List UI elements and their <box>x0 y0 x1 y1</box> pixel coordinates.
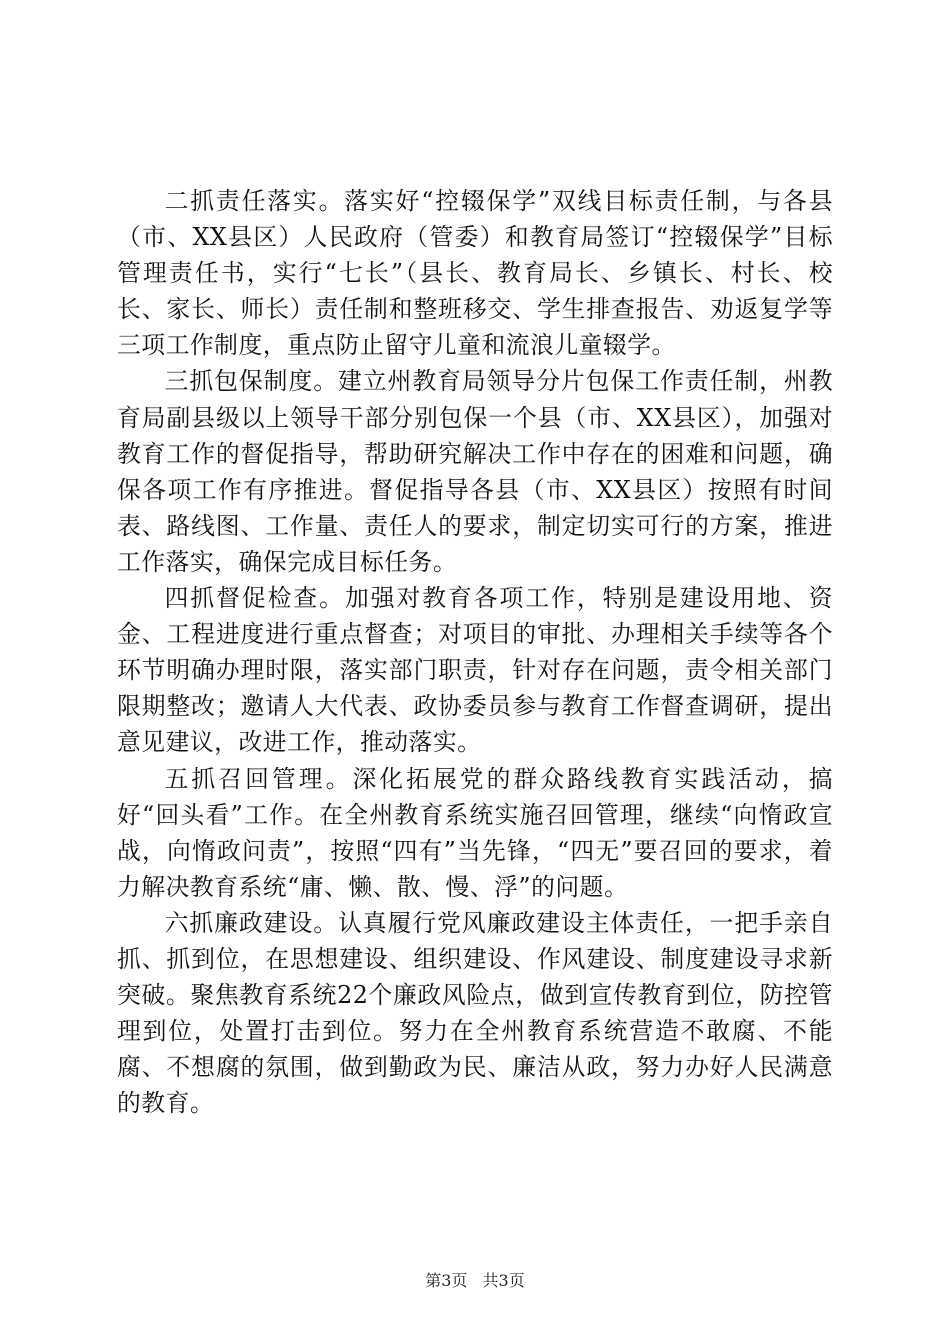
paragraph-recall-management: 五抓召回管理。深化拓展党的群众路线教育实践活动，搞好“回头看”工作。在全州教育系统实施召回管理，继续“向惰政宣战，向惰政问责”，按照“四有”当先锋，“四无”要召回的要求，着力解决教育系统“庸、懒、散、慢、浮”的问题。 <box>117 764 833 901</box>
page-total: 共3页 <box>482 1271 525 1290</box>
page-footer <box>0 1271 950 1291</box>
document-body <box>117 183 833 1121</box>
paragraph-supervision: 四抓督促检查。加强对教育各项工作，特别是建设用地、资金、工程进度进行重点督查；对项目的审批、办理相关手续等各个环节明确办理时限，落实部门职责，针对存在问题，责令相关部门限期整改；邀请人大代表、政协委员参与教育工作督查调研，提出意见建议，改进工作，推动落实。 <box>117 584 833 757</box>
paragraph-integrity-building: 六抓廉政建设。认真履行党风廉政建设主体责任，一把手亲自抓、抓到位，在思想建设、组织建设、作风建设、制度建设寻求新突破。聚焦教育系统22个廉政风险点，做到宣传教育到位，防控管理到位，处置打击到位。努力在全州教育系统营造不敢腐、不能腐、不想腐的氛围，做到勤政为民、廉洁从政，努力办好人民满意的教育。 <box>117 908 833 1118</box>
paragraph-responsibility: 二抓责任落实。落实好“控辍保学”双线目标责任制，与各县（市、XX县区）人民政府（管委）和教育局签订“控辍保学”目标管理责任书，实行“七长”（县长、教育局长、乡镇长、村长、校长、家长、师长）责任制和整班移交、学生排查报告、劝返复学等三项工作制度，重点防止留守儿童和流浪儿童辍学。 <box>117 187 833 360</box>
paragraph-package-guarantee: 三抓包保制度。建立州教育局领导分片包保工作责任制，州教育局副县级以上领导干部分别包保一个县（市、XX县区），加强对教育工作的督促指导，帮助研究解决工作中存在的困难和问题，确保各项工作有序推进。督促指导各县（市、XX县区）按照有时间表、路线图、工作量、责任人的要求，制定切实可行的方案，推进工作落实，确保完成目标任务。 <box>117 367 833 576</box>
page-number: 第3页 <box>425 1271 468 1290</box>
